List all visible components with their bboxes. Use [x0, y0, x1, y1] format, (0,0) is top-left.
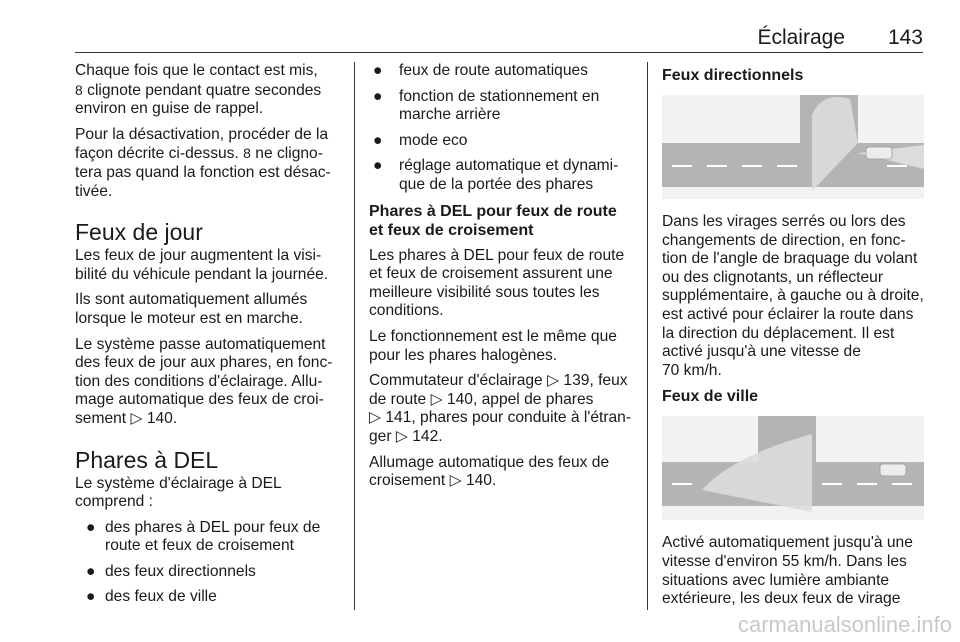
page-ref-link[interactable]: 140.	[146, 409, 178, 427]
heading-feux-de-jour: Feux de jour	[75, 219, 203, 246]
jour-paragraph-2: Ils sont automatiquement allumés lorsque le moteur est en marche.	[75, 291, 308, 327]
list-item: ● des feux de ville	[86, 588, 217, 606]
bullet-icon: ●	[373, 157, 383, 175]
cornering-light-illustration	[662, 95, 924, 199]
column-3	[662, 62, 924, 616]
column-1	[75, 62, 343, 614]
bullet-icon: ●	[373, 62, 383, 79]
heading-phares-del: Phares à DEL	[75, 446, 219, 473]
page-ref-arrow-icon[interactable]: ▷	[130, 409, 143, 427]
phares-paragraph-3: Commutateur d'éclairage ▷ 139, feux de route ▷ 140, appel de phares ▷ 141, phares pour conduite à l'étran- ger ▷ 142.	[369, 372, 632, 445]
list-item: ● mode eco	[373, 131, 468, 149]
page-ref-arrow-icon[interactable]: ▷	[430, 390, 443, 408]
column-divider-1	[354, 62, 355, 610]
page-ref-arrow-icon[interactable]: ▷	[449, 472, 462, 490]
list-item: ● des phares à DEL pour feux de route et feux de croisement	[86, 518, 321, 555]
deactivation-paragraph: Pour la désactivation, procéder de la façon décrite ci-dessus. 8 ne cligno- tera pas quand la fonction est désac- tivée.	[75, 125, 331, 200]
del-intro: Le système d'éclairage à DEL comprend :	[75, 474, 282, 511]
light-indicator-icon: 8	[75, 81, 83, 98]
page-ref-arrow-icon[interactable]: ▷	[369, 409, 381, 427]
reminder-paragraph: Chaque fois que le contact est mis, 8 clignote pendant quatre secondes environ en guise de rappel.	[75, 62, 322, 118]
del-feature-list-cont	[369, 62, 637, 195]
column-2	[369, 62, 637, 498]
phares-paragraph-4: Allumage automatique des feux de croisement ▷ 140.	[369, 453, 610, 490]
heading-phares-del-route: Phares à DEL pour feux de route et feux de croisement	[369, 202, 617, 239]
list-item: ● des feux directionnels	[86, 562, 256, 580]
column-divider-2	[647, 62, 648, 610]
heading-feux-de-ville: Feux de ville	[662, 388, 759, 406]
del-feature-list	[75, 519, 343, 607]
jour-paragraph-1: Les feux de jour augmentent la visi- bilité du véhicule pendant la journée.	[75, 247, 329, 283]
page-header	[75, 26, 923, 53]
chapter-title: Éclairage	[757, 26, 845, 49]
city-light-illustration	[662, 416, 924, 520]
watermark: carmanualsonline.info	[737, 612, 952, 637]
directionnels-paragraph: Dans les virages serrés ou lors des changements de direction, en fonc- tion de l'angle de braquage du volant ou des clignotants, un réflecteur supplémentaire, à gauche ou à droite, est activé pour éclairer la route dans la direction du déplacement. Il est activé jusqu'à une vitesse de 70 km/h.	[662, 213, 924, 379]
phares-paragraph-2: Le fonctionnement est le même que pour les phares halogènes.	[369, 327, 617, 364]
bullet-icon: ●	[86, 588, 96, 606]
page-ref-arrow-icon[interactable]: ▷	[547, 372, 560, 390]
bullet-icon: ●	[373, 131, 383, 149]
light-indicator-icon: 8	[243, 145, 251, 162]
bullet-icon: ●	[86, 518, 96, 536]
page-number: 143	[887, 26, 923, 49]
list-item: ● feux de route automatiques	[373, 62, 588, 79]
bullet-icon: ●	[373, 87, 383, 105]
jour-paragraph-3: Le système passe automatiquement des feux de jour aux phares, en fonc- tion des conditions d'éclairage. Allu- mage automatique des feux de croi- sement ▷ 140.	[75, 335, 333, 427]
ville-paragraph: Activé automatiquement jusqu'à une vitesse d'environ 55 km/h. Dans les situations avec lumière ambiante extérieure, les deux feux de virage	[662, 534, 913, 608]
page-ref-arrow-icon[interactable]: ▷	[395, 427, 408, 445]
heading-feux-directionnels: Feux directionnels	[662, 67, 804, 84]
list-item: ● fonction de stationnement en marche arrière	[373, 87, 600, 124]
bullet-icon: ●	[86, 562, 96, 580]
list-item: ● réglage automatique et dynami- que de la portée des phares	[373, 157, 619, 193]
phares-paragraph-1: Les phares à DEL pour feux de route et feux de croisement assurent une meilleure visibilité sous toutes les conditions.	[369, 246, 625, 320]
